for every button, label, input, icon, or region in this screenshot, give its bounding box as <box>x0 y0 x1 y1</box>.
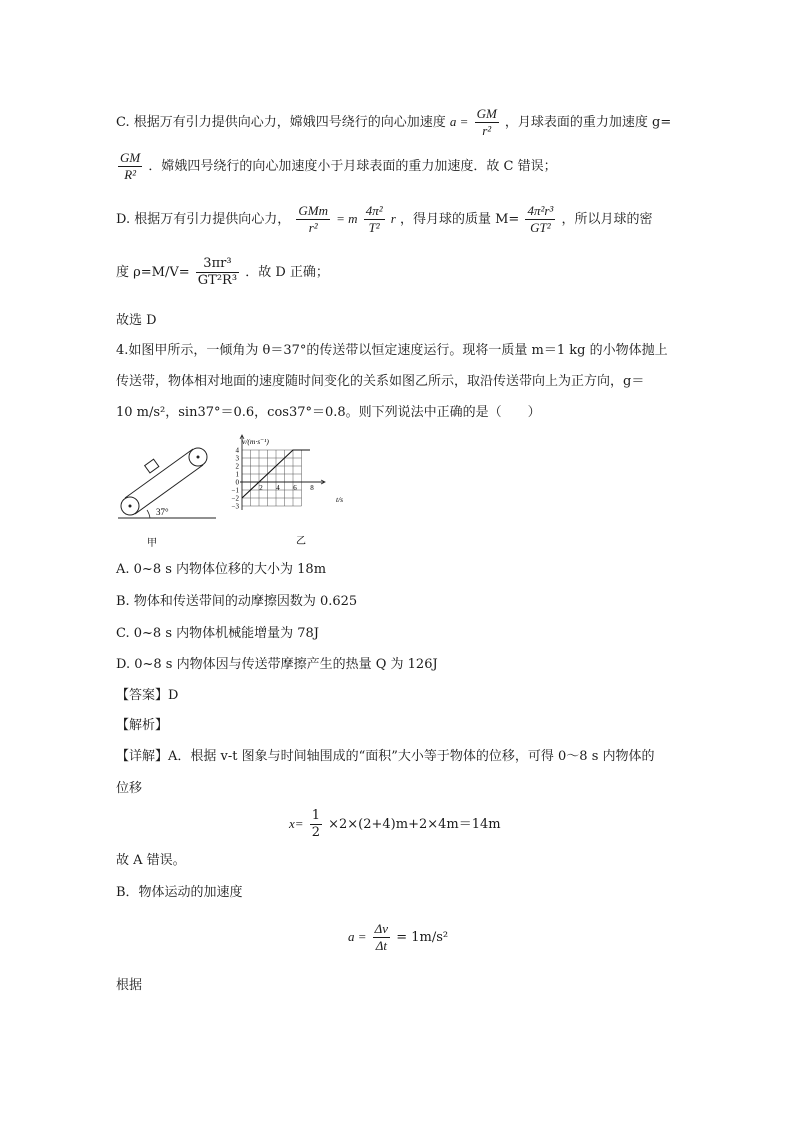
conveyor-figure <box>116 440 226 560</box>
option-c-suffix: ．嫦娥四号绕行的向心加速度小于月球表面的重力加速度．故 C 错误； <box>148 159 557 174</box>
numerator: GMm <box>298 203 328 218</box>
x-axis-label: t/s <box>336 495 344 504</box>
conclusion-a: 故 A 错误。 <box>116 853 186 868</box>
option-d-line2 <box>116 256 329 289</box>
y-tick-label: 4 <box>235 446 239 455</box>
chart-axes <box>240 435 325 510</box>
option-c-mid: ，月球表面的重力加速度 g= <box>504 115 672 130</box>
analysis-heading: 【解析】 <box>116 718 169 733</box>
x-tick-label: 4 <box>276 484 280 492</box>
option-d-mid: ，得月球的质量 M= <box>399 212 520 227</box>
eq-a: a = <box>449 114 469 129</box>
x-tick-label: 6 <box>293 484 297 492</box>
option-d-line2-prefix: 度 ρ=M/V= <box>116 265 190 280</box>
belt-bottom <box>135 465 203 514</box>
displacement-equation <box>289 808 501 841</box>
acceleration-equation <box>348 921 448 954</box>
x-tick-label: 8 <box>310 484 314 492</box>
y-tick-label: −1 <box>231 486 239 495</box>
caption-right: 乙 <box>296 536 306 547</box>
y-tick-label: 3 <box>235 454 239 463</box>
numerator: 3πr³ <box>196 256 239 273</box>
angle-arc <box>147 510 150 518</box>
pulley-top-axle <box>197 456 200 459</box>
angle-label: 37° <box>156 507 169 517</box>
eq-m: = m <box>336 211 358 226</box>
choose-line: 故选 D <box>116 313 157 328</box>
q4-line1: 4.如图甲所示，一倾角为 θ＝37°的传送带以恒定速度运行。现将一质量 m＝1 kg 的小物体抛上 <box>116 343 668 358</box>
fraction-mass <box>525 203 555 236</box>
q4-line3: 10 m/s²，sin37°＝0.6，cos37°＝0.8。则下列说法中正确的是（ ） <box>116 405 541 420</box>
option-d-line2-suffix: ．故 D 正确； <box>245 265 329 280</box>
answer-line: 【答案】D <box>116 688 179 703</box>
b-heading: B．物体运动的加速度 <box>116 885 243 900</box>
y-tick-label: −2 <box>231 494 239 503</box>
option-b: B. 物体和传送带间的动摩擦因数为 0.625 <box>116 594 358 609</box>
numerator: Δv <box>374 921 389 936</box>
vt-chart <box>222 432 352 560</box>
caption-left: 甲 <box>147 538 157 549</box>
eq-a-suffix: = 1m/s² <box>396 930 449 945</box>
numerator: 4π²r³ <box>527 203 554 218</box>
option-c-line <box>116 106 671 139</box>
fraction-gmm-r2 <box>296 203 330 236</box>
fraction-half <box>310 808 322 841</box>
numerator: GM <box>120 150 141 165</box>
eq-x-prefix: x= <box>289 816 304 831</box>
option-c-prefix: C. 根据万有引力提供向心力，嫦娥四号绕行的向心加速度 <box>116 115 446 130</box>
y-tick-label: 2 <box>235 462 239 471</box>
x-tick-label: 2 <box>259 484 263 492</box>
belt-top <box>125 449 193 498</box>
q4-line2: 传送带，物体相对地面的速度随时间变化的关系如图乙所示，取沿传送带向上为正方向，g＝ <box>116 374 645 389</box>
option-c: C. 0~8 s 内物体机械能增量为 78J <box>116 626 320 641</box>
numerator: GM <box>476 106 497 121</box>
fraction-gm-R2 <box>118 150 142 183</box>
y-axis-label: v/(m·s⁻¹) <box>242 437 269 446</box>
y-tick-label: 0 <box>235 478 239 487</box>
detail-line2: 位移 <box>116 781 143 796</box>
option-d-prefix: D. 根据万有引力提供向心力， <box>116 212 291 227</box>
denominator: Δt <box>375 938 387 953</box>
denominator: T² <box>368 220 380 235</box>
option-d-line <box>116 203 652 236</box>
denominator: r² <box>308 220 318 235</box>
y-tick-label: −3 <box>231 502 239 511</box>
denominator: 2 <box>311 825 320 840</box>
eq-x-suffix: ×2×(2+4)m+2×4m＝14m <box>328 817 501 832</box>
denominator: R² <box>124 167 137 182</box>
y-tick-label: 1 <box>235 470 239 479</box>
option-d: D. 0~8 s 内物体因与传送带摩擦产生的热量 Q 为 126J <box>116 657 438 672</box>
denominator: GT² <box>530 220 551 235</box>
detail-line1: 【详解】A．根据 v-t 图象与时间轴围成的“面积”大小等于物体的位移，可得 0～8 s 内物体的 <box>116 749 655 764</box>
fraction-dv-dt <box>373 921 390 954</box>
option-a: A. 0~8 s 内物体位移的大小为 18m <box>116 562 327 577</box>
tail-line: 根据 <box>116 978 143 993</box>
eq-a-prefix: a = <box>348 929 367 944</box>
numerator: 4π² <box>365 203 383 218</box>
numerator: 1 <box>311 808 320 823</box>
fraction-4pi2-t2 <box>364 203 385 236</box>
fraction-gm-r2 <box>475 106 499 139</box>
chart-ticks <box>232 447 315 511</box>
denominator: GT²R³ <box>197 273 238 288</box>
block <box>145 459 159 473</box>
option-d-suffix: ，所以月球的密 <box>561 212 653 227</box>
chart-grid <box>242 450 302 506</box>
var-r: r <box>390 211 396 226</box>
pulley-bottom-axle <box>129 505 132 508</box>
denominator: r² <box>482 123 492 138</box>
option-c-line2 <box>116 150 557 183</box>
fraction-density <box>196 256 239 289</box>
